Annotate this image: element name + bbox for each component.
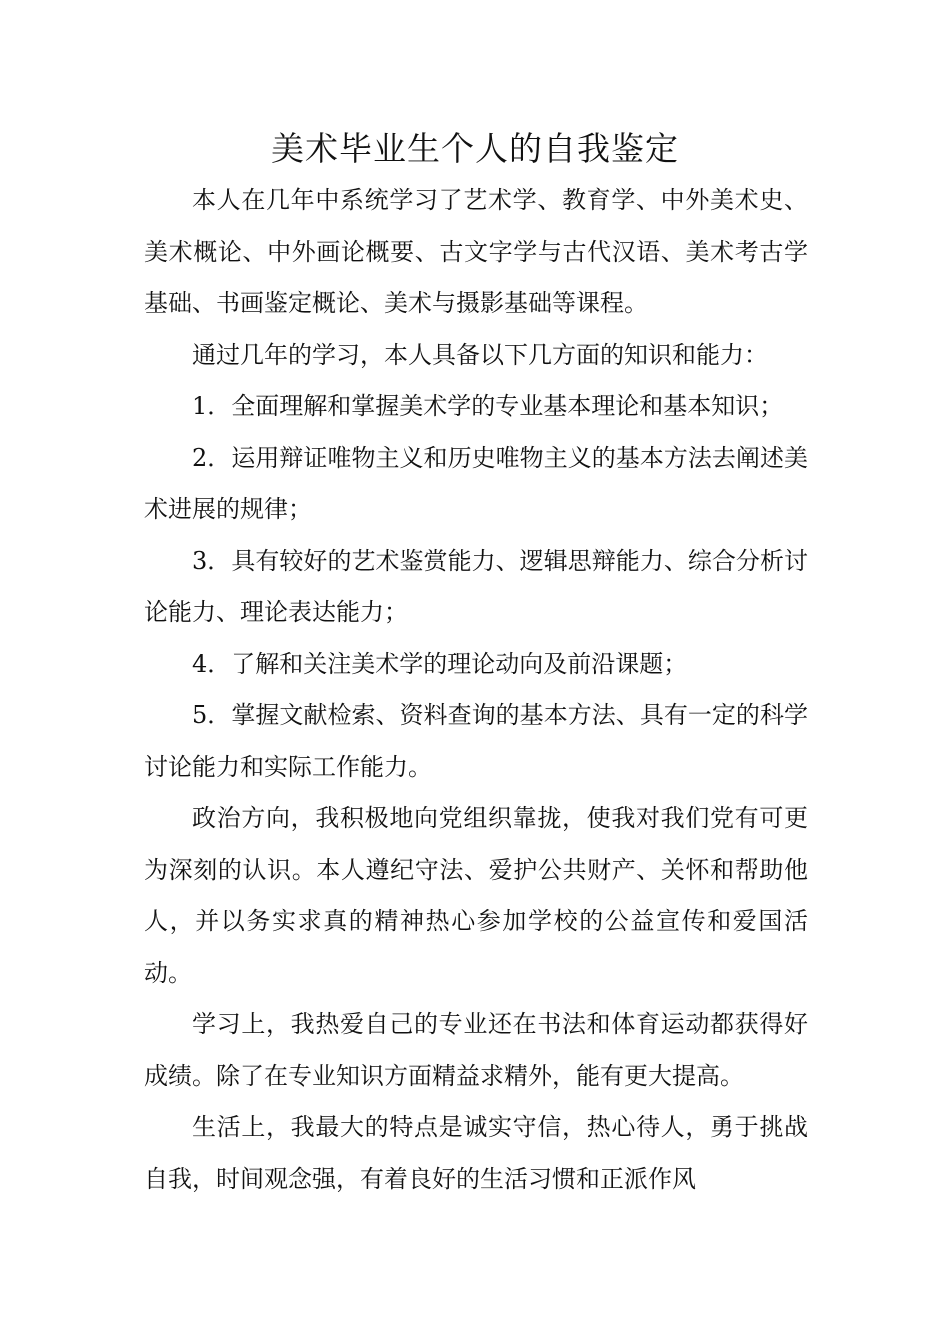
list-item-3: 3．具有较好的艺术鉴赏能力、逻辑思辩能力、综合分析讨论能力、理论表达能力； <box>144 546 808 626</box>
paragraph-politics: 政治方向，我积极地向党组织靠拢，使我对我们党有可更为深刻的认识。本人遵纪守法、爱护公共财产、关怀和帮助他人，并以务实求真的精神热心参加学校的公益宣传和爱国活动。 <box>144 804 808 987</box>
paragraph-life: 生活上，我最大的特点是诚实守信，热心待人，勇于挑战自我，时间观念强，有着良好的生活习惯和正派作风 <box>144 1113 808 1193</box>
list-item-1: 1．全面理解和掌握美术学的专业基本理论和基本知识； <box>192 392 784 420</box>
paragraph-courses: 本人在几年中系统学习了艺术学、教育学、中外美术史、美术概论、中外画论概要、古文字学与古代汉语、美术考古学基础、书画鉴定概论、美术与摄影基础等课程。 <box>144 186 808 317</box>
document-title: 美术毕业生个人的自我鉴定 <box>271 129 679 168</box>
paragraph-abilities-intro: 通过几年的学习，本人具备以下几方面的知识和能力： <box>192 340 768 369</box>
document-body <box>144 175 808 1205</box>
list-item-4: 4．了解和关注美术学的理论动向及前沿课题； <box>192 649 688 678</box>
list-item-2: 2．运用辩证唯物主义和历史唯物主义的基本方法去阐述美术进展的规律； <box>144 443 808 523</box>
list-item-5: 5．掌握文献检索、资料查询的基本方法、具有一定的科学讨论能力和实际工作能力。 <box>144 701 808 781</box>
paragraph-study: 学习上，我热爱自己的专业还在书法和体育运动都获得好成绩。除了在专业知识方面精益求精外，能有更大提高。 <box>144 1010 808 1090</box>
